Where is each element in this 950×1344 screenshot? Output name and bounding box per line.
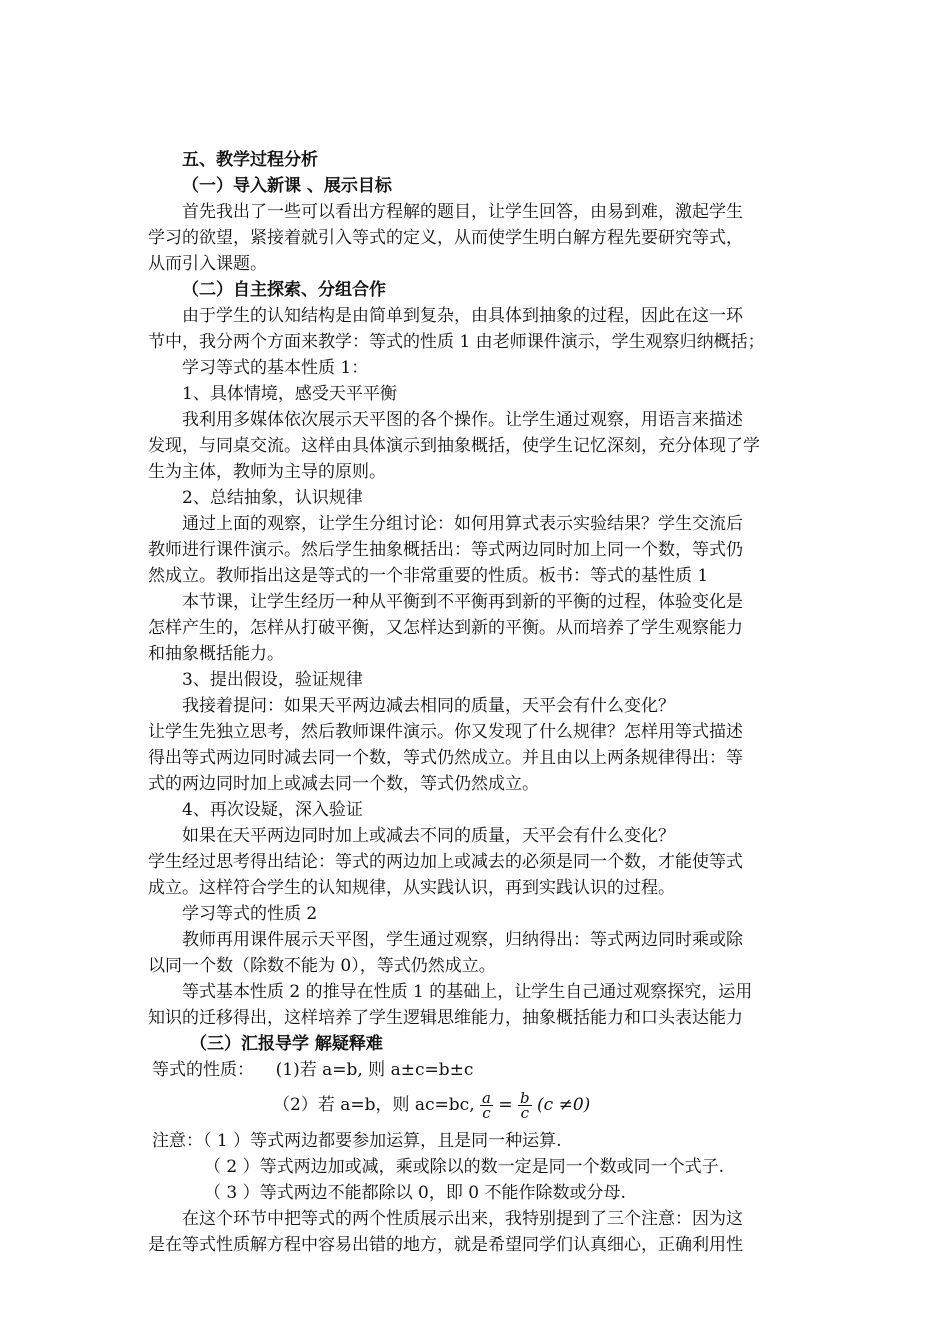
paragraph-line: 由于学生的认知结构是由简单到复杂，由具体到抽象的过程，因此在这一环	[182, 306, 743, 326]
note-line-1	[152, 1128, 562, 1154]
paragraph-line: 学习的欲望，紧接着就引入等式的定义，从而使学生明白解方程先要研究等式，	[148, 228, 743, 248]
paragraph-line: 节中，我分两个方面来教学：等式的性质 1 由老师课件演示，学生观察归纳概括；	[148, 332, 765, 352]
paragraph-line: 然成立。教师指出这是等式的一个非常重要的性质。板书：等式的基性质 1	[148, 566, 709, 586]
heading-intro: （一）导入新课 、展示目标	[182, 176, 392, 196]
property-1: (1)若 a=b, 则 a±c=b±c	[275, 1060, 474, 1080]
paragraph-line: 从而引入课题。	[148, 254, 267, 274]
properties-label: 等式的性质：	[152, 1060, 254, 1080]
paragraph-line: 通过上面的观察，让学生分组讨论：如何用算式表示实验结果？学生交流后	[182, 514, 743, 534]
paragraph-line: 学习等式的基本性质 1：	[182, 358, 369, 378]
step-heading: 3、提出假设，验证规律	[182, 670, 363, 690]
paragraph-line: 知识的迁移得出，这样培养了学生逻辑思维能力，抽象概括能力和口头表达能力	[148, 1008, 743, 1028]
condition: (c ≠0)	[537, 1095, 591, 1115]
note-item: （ 3 ）等式两边不能都除以 0，即 0 不能作除数或分母.	[204, 1183, 626, 1203]
paragraph-line: 怎样产生的，怎样从打破平衡，又怎样达到新的平衡。从而培养了学生观察能力	[148, 618, 743, 638]
paragraph-line: 成立。这样符合学生的认知规律，从实践认识，再到实践认识的过程。	[148, 878, 675, 898]
paragraph-line: 本节课，让学生经历一种从平衡到不平衡再到新的平衡的过程，体验变化是	[182, 592, 743, 612]
paragraph-line: 是在等式性质解方程中容易出错的地方，就是希望同学们认真细心，正确利用性	[148, 1235, 743, 1255]
paragraph-line: 教师再用课件展示天平图，学生通过观察，归纳得出：等式两边同时乘或除	[182, 930, 743, 950]
step-heading: 2、总结抽象，认识规律	[182, 488, 363, 508]
paragraph-line: 发现，与同桌交流。这样由具体演示到抽象概括，使学生记忆深刻，充分体现了学	[148, 436, 760, 456]
note-label: 注意：	[152, 1131, 203, 1151]
paragraph-line: 如果在天平两边同时加上或减去不同的质量，天平会有什么变化？	[182, 826, 675, 846]
paragraph-line: 教师进行课件演示。然后学生抽象概括出：等式两边同时加上同一个数，等式仍	[148, 540, 743, 560]
paragraph-line: 得出等式两边同时减去同一个数，等式仍然成立。并且由以上两条规律得出：等	[148, 748, 743, 768]
paragraph-line: 首先我出了一些可以看出方程解的题目，让学生回答，由易到难，激起学生	[182, 202, 743, 222]
equals-sign: =	[498, 1095, 513, 1115]
note-item: （ 2 ）等式两边加或减，乘或除以的数一定是同一个数或同一个式子.	[204, 1157, 725, 1177]
property-2-line	[273, 1088, 590, 1122]
section-title: 五、教学过程分析	[182, 150, 318, 170]
paragraph-line: 以同一个数（除数不能为 0），等式仍然成立。	[148, 956, 496, 976]
paragraph-line: 学习等式的性质 2	[182, 904, 318, 924]
fraction-b-over-c	[518, 1091, 532, 1120]
paragraph-line: 生为主体，教师为主导的原则。	[148, 462, 386, 482]
step-heading: 4、再次设疑，深入验证	[182, 800, 363, 820]
paragraph-line: 学生经过思考得出结论：等式的两边加上或减去的必须是同一个数，才能使等式	[148, 852, 743, 872]
paragraph-line: 在这个环节中把等式的两个性质展示出来，我特别提到了三个注意：因为这	[182, 1209, 743, 1229]
note-item: （ 1 ）等式两边都要参加运算，且是同一种运算.	[203, 1131, 562, 1151]
properties-line	[152, 1057, 473, 1083]
heading-explore: （二）自主探索、分组合作	[182, 280, 386, 300]
paragraph-line: 和抽象概括能力。	[148, 644, 284, 664]
fraction-denominator: c	[520, 1104, 530, 1122]
paragraph-line: 我接着提问：如果天平两边减去相同的质量，天平会有什么变化？	[182, 696, 675, 716]
paragraph-line: 我利用多媒体依次展示天平图的各个操作。让学生通过观察，用语言来描述	[182, 410, 743, 430]
fraction-a-over-c	[480, 1091, 493, 1120]
paragraph-line: 让学生先独立思考，然后教师课件演示。你又发现了什么规律？怎样用等式描述	[148, 722, 743, 742]
fraction-denominator: c	[482, 1104, 491, 1122]
step-heading: 1、具体情境，感受天平平衡	[182, 384, 397, 404]
paragraph-line: 等式基本性质 2 的推导在性质 1 的基础上，让学生自己通过观察探究，运用	[182, 982, 753, 1002]
fraction-numerator: b	[520, 1089, 530, 1107]
property-2-text: （2）若 a=b，则 ac=bc,	[273, 1095, 475, 1115]
fraction-numerator: a	[482, 1089, 491, 1107]
heading-report: （三）汇报导学 解疑释难	[190, 1034, 383, 1054]
paragraph-line: 式的两边同时加上或减去同一个数，等式仍然成立。	[148, 774, 539, 794]
